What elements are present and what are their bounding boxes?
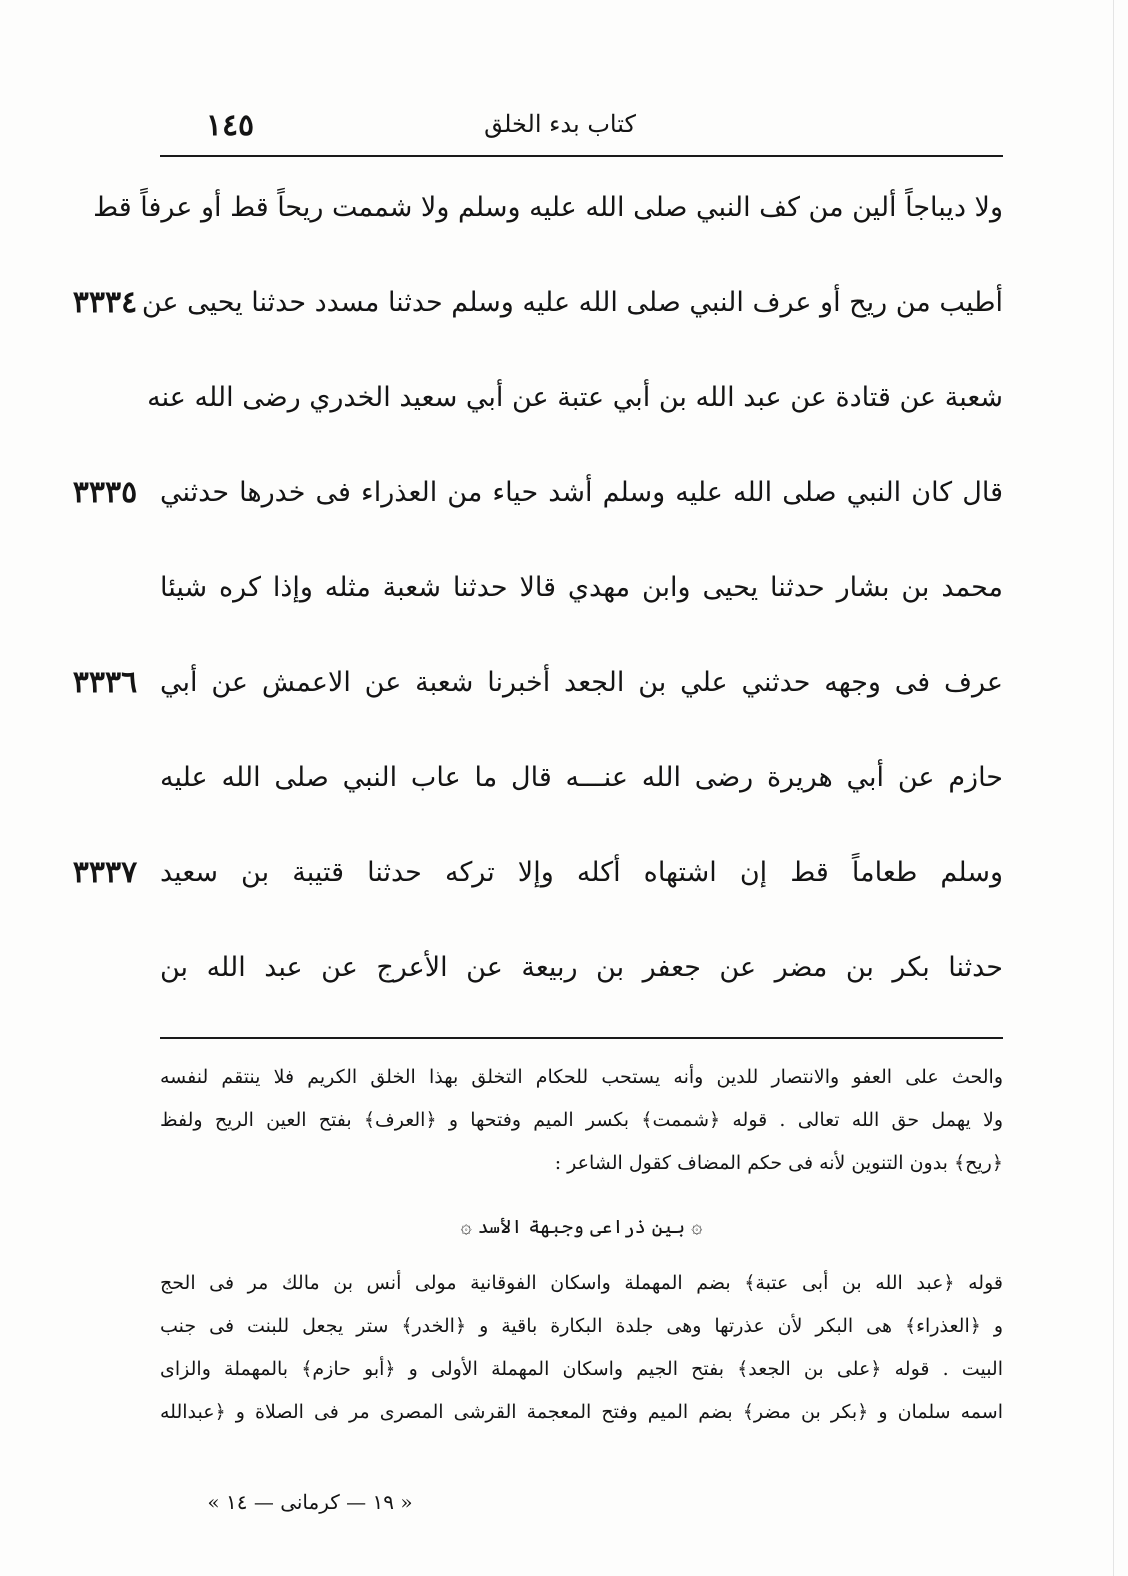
page-number: ١٤٥ <box>205 108 255 143</box>
main-text-line: عرف فى وجهه حدثني علي بن الجعد أخبرنا شعبة عن الاعمش عن أبي <box>160 667 1003 698</box>
running-header-title: كتاب بدء الخلق <box>484 110 636 138</box>
main-text-line: شعبة عن قتادة عن عبد الله بن أبي عتبة عن أبي سعيد الخدري رضى الله عنه <box>147 382 1003 413</box>
main-text-line: ولا ديباجاً ألين من كف النبي صلى الله عليه وسلم ولا شممت ريحاً قط أو عرفاً قط <box>93 192 1003 223</box>
commentary-line: البيت . قوله ﴿على بن الجعد﴾ بفتح الجيم واسكان المهملة الأولى و ﴿أبو حازم﴾ بالمهملة والزاى <box>160 1358 1003 1380</box>
commentary-line: اسمه سلمان و ﴿بكر بن مضر﴾ بضم الميم وفتح المعجمة القرشى المصرى مر فى الصلاة و ﴿عبدالله <box>160 1401 1003 1423</box>
commentary-line: ولا يهمل حق الله تعالى . قوله ﴿شممت﴾ بكسر الميم وفتحها و ﴿العرف﴾ بفتح العين الريح ولفظ <box>160 1109 1003 1131</box>
commentary-line: ﴿ريح﴾ بدون التنوين لأنه فى حكم المضاف كقول الشاعر : <box>554 1152 1003 1174</box>
page-edge <box>1113 0 1114 1576</box>
commentary-line: والحث على العفو والانتصار للدين وأنه يستحب للحكام التخلق بهذا الخلق الكريم فلا ينتقم لنفسه <box>160 1066 1003 1088</box>
main-text-line: حازم عن أبي هريرة رضى الله عنـــه قال ما عاب النبي صلى الله عليه <box>160 762 1003 793</box>
commentary-rule <box>160 1037 1003 1039</box>
header-rule <box>160 155 1003 157</box>
hadith-number: ٣٣٣٥ <box>72 475 138 510</box>
poetry-verse: ۞ بين ذراعى وجبهة الأسد ۞ <box>460 1216 703 1238</box>
commentary-line: قوله ﴿عبد الله بن أبى عتبة﴾ بضم المهملة واسكان الفوقانية مولى أنس بن مالك مر فى الحج <box>160 1272 1003 1294</box>
commentary-line: و ﴿العذراء﴾ هى البكر لأن عذرتها وهى جلدة البكارة باقية و ﴿الخدر﴾ ستر يجعل للبنت فى جنب <box>160 1315 1003 1337</box>
main-text-line: محمد بن بشار حدثنا يحيى وابن مهدي قالا حدثنا شعبة مثله وإذا كره شيئا <box>160 572 1003 603</box>
main-text-line: أطيب من ريح أو عرف النبي صلى الله عليه وسلم حدثنا مسدد حدثنا يحيى عن <box>141 287 1003 318</box>
hadith-number: ٣٣٣٤ <box>72 285 138 320</box>
main-text-line: حدثنا بكر بن مضر عن جعفر بن ربيعة عن الأعرج عن عبد الله بن <box>160 952 1003 983</box>
main-text-line: قال كان النبي صلى الله عليه وسلم أشد حياء من العذراء فى خدرها حدثني <box>160 477 1003 508</box>
hadith-number: ٣٣٣٧ <box>72 855 138 890</box>
hadith-number: ٣٣٣٦ <box>72 665 138 700</box>
main-text-line: وسلم طعاماً قط إن اشتهاه أكله وإلا تركه حدثنا قتيبة بن سعيد <box>160 857 1003 888</box>
signature-mark: « ١٩ — كرمانى — ١٤ » <box>207 1490 413 1514</box>
